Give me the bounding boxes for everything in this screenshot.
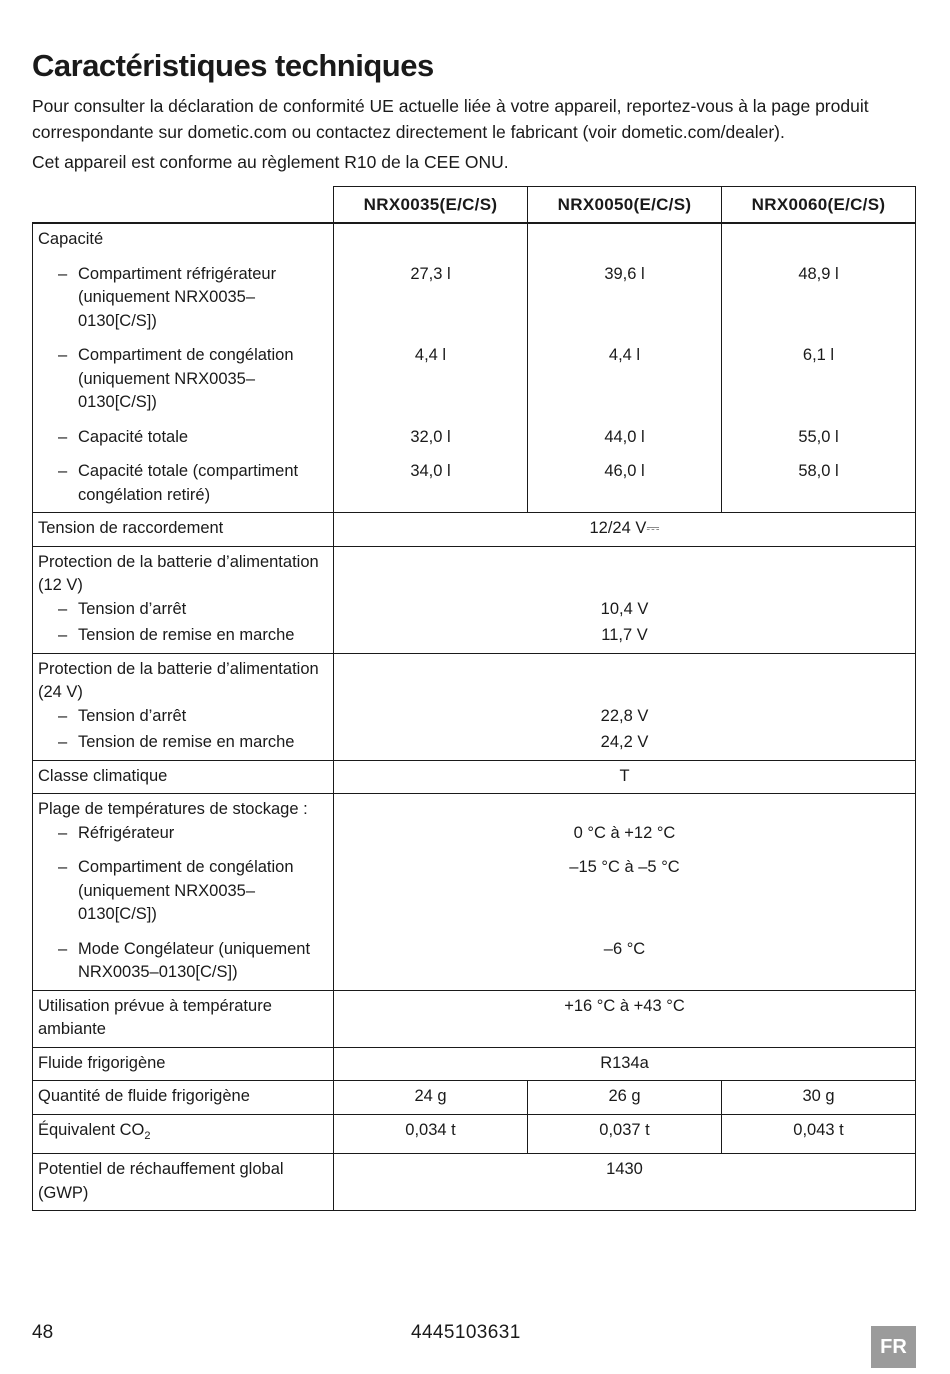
table-cell: –6 °C <box>603 939 646 958</box>
list-item: – Compartiment de congélation (uniquement NRX0035–0130[C/S]) <box>58 346 294 411</box>
table-cell: 39,6 l <box>604 264 645 283</box>
column-header-nrx0060: NRX0060(E/C/S) <box>722 187 916 224</box>
climate-class-label: Classe climatique <box>33 760 334 794</box>
dc-current-icon: ⎓ <box>646 519 660 537</box>
column-header-nrx0035: NRX0035(E/C/S) <box>334 187 528 224</box>
table-cell: 58,0 l <box>798 462 839 480</box>
table-cell: 32,0 l <box>410 427 451 446</box>
page-number: 48 <box>32 1322 54 1343</box>
table-cell: 48,9 l <box>798 264 839 283</box>
dash-icon: – <box>58 462 68 480</box>
table-cell: 46,0 l <box>604 462 645 480</box>
document-number: 4445103631 <box>411 1322 521 1343</box>
ambient-temperature-value: +16 °C à +43 °C <box>334 990 916 1047</box>
list-item: – Capacité totale (compartiment congélation retiré) <box>58 462 299 504</box>
voltage-value-cell <box>334 513 916 547</box>
capacity-values-nrx0060 <box>722 223 916 513</box>
battery-24v-label: Protection de la batterie d’alimentation (24 V) <box>38 659 319 701</box>
dash-icon: – <box>58 427 68 446</box>
table-cell: 27,3 l <box>410 264 451 283</box>
dash-icon: – <box>58 939 68 958</box>
page-title: Caractéristiques techniques <box>32 48 434 83</box>
capacity-label: Capacité <box>38 230 104 248</box>
table-cell: 6,1 l <box>802 346 835 364</box>
table-header-row <box>33 187 916 224</box>
list-item: – Tension de remise en marche <box>38 731 328 755</box>
list-item: – Capacité totale <box>38 426 328 450</box>
dash-icon: – <box>58 626 68 644</box>
list-item: – Mode Congélateur (uniquement NRX0035–0130[C/S]) <box>58 939 311 981</box>
table-cell: 0,043 t <box>722 1114 916 1154</box>
specs-table <box>32 186 916 1211</box>
dash-icon: – <box>58 264 68 283</box>
table-cell: –15 °C à –5 °C <box>569 858 680 876</box>
column-header-nrx0050: NRX0050(E/C/S) <box>528 187 722 224</box>
refrigerant-quantity-label: Quantité de fluide frigorigène <box>33 1081 334 1115</box>
table-cell: 26 g <box>528 1081 722 1115</box>
table-row-ambient-temperature <box>33 990 916 1047</box>
gwp-value: 1430 <box>334 1154 916 1211</box>
compliance-note: Cet appareil est conforme au règlement R10 de la CEE ONU. <box>32 152 509 172</box>
storage-temperature-label: Plage de températures de stockage : <box>38 800 308 818</box>
header-empty-cell <box>33 187 334 224</box>
table-cell: 30 g <box>722 1081 916 1115</box>
list-item: – Réfrigérateur <box>38 822 328 846</box>
language-badge: FR <box>871 1326 916 1368</box>
table-cell: 0,034 t <box>334 1114 528 1154</box>
table-row-refrigerant-quantity <box>33 1081 916 1115</box>
ambient-temperature-label: Utilisation prévue à température ambiante <box>33 990 334 1047</box>
dash-icon: – <box>58 706 68 725</box>
list-item: – Compartiment réfrigérateur (uniquement NRX0035–0130[C/S]) <box>58 264 277 330</box>
table-row-storage-temperature <box>33 794 916 991</box>
table-cell: 0 °C à +12 °C <box>573 823 676 842</box>
table-row-battery-12v <box>33 546 916 653</box>
voltage-label: Tension de raccordement <box>33 513 334 547</box>
list-item: – Tension d’arrêt <box>38 598 328 622</box>
table-row-gwp <box>33 1154 916 1211</box>
co2-equivalent-label: Équivalent $CO_2$ <box>33 1114 334 1154</box>
table-cell: 44,0 l <box>604 427 645 446</box>
list-item: – Tension d’arrêt <box>38 705 328 729</box>
table-row-capacity <box>33 223 916 513</box>
refrigerant-label: Fluide frigorigène <box>33 1047 334 1081</box>
battery-24v-restart-value: 24,2 V <box>600 733 649 751</box>
table-cell: 24 g <box>334 1081 528 1115</box>
table-row-voltage <box>33 513 916 547</box>
table-cell: 55,0 l <box>798 427 839 446</box>
dash-icon: – <box>58 346 68 364</box>
table-cell: 34,0 l <box>410 462 451 480</box>
table-row-climate-class <box>33 760 916 794</box>
dash-icon: – <box>58 858 68 876</box>
climate-class-value: T <box>334 760 916 794</box>
battery-12v-restart-value: 11,7 V <box>601 626 648 644</box>
voltage-value: 12/24 V <box>589 519 647 537</box>
dash-icon: – <box>58 733 68 751</box>
table-row-co2-equivalent <box>33 1114 916 1154</box>
battery-24v-cutoff-value: 22,8 V <box>600 706 649 725</box>
row-label-capacity <box>33 223 334 513</box>
capacity-values-nrx0035 <box>334 223 528 513</box>
capacity-values-nrx0050 <box>528 223 722 513</box>
gwp-label: Potentiel de réchauffement global (GWP) <box>33 1154 334 1211</box>
table-cell: 4,4 l <box>608 346 641 364</box>
dash-icon: – <box>58 599 68 618</box>
table-row-refrigerant <box>33 1047 916 1081</box>
list-item: – Tension de remise en marche <box>38 624 328 648</box>
table-cell: 0,037 t <box>528 1114 722 1154</box>
list-item: – Compartiment de congélation (uniquement NRX0035–0130[C/S]) <box>58 858 294 923</box>
refrigerant-value: R134a <box>334 1047 916 1081</box>
battery-12v-cutoff-value: 10,4 V <box>600 599 649 618</box>
table-row-battery-24v <box>33 653 916 760</box>
table-cell: 4,4 l <box>414 346 447 364</box>
battery-12v-label: Protection de la batterie d’alimentation (12 V) <box>38 552 319 594</box>
dash-icon: – <box>58 823 68 842</box>
intro-paragraph: Pour consulter la déclaration de conformité UE actuelle liée à votre appareil, reportez-vous à la page produit correspondante sur dometic.com ou contactez directement le fabricant (voir dometic.com/dealer). <box>32 96 869 142</box>
